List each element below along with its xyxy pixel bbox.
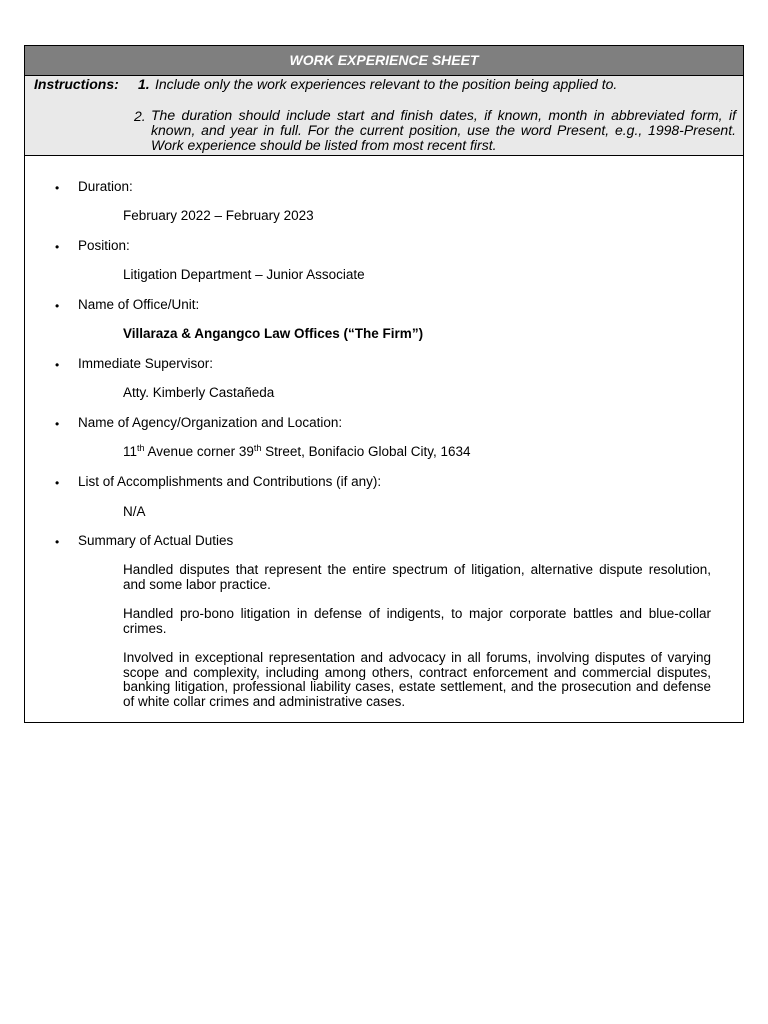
duties-label: Summary of Actual Duties <box>78 533 234 548</box>
bullet-icon: • <box>55 358 60 372</box>
duty-paragraph: Handled disputes that represent the entire spectrum of litigation, alternative dispute resolution, and some labor practice. <box>123 562 711 592</box>
supervisor-label: Immediate Supervisor: <box>78 356 214 371</box>
bullet-icon: • <box>55 417 60 431</box>
supervisor-value: Atty. Kimberly Castañeda <box>123 385 275 400</box>
duty-paragraph: Involved in exceptional representation and advocacy in all forums, involving disputes of varying scope and complexity, including among others, contract enforcement and commercial disputes, banking litigation, professional liability cases, estate settlement, and the prosecution and defense of white collar crimes and administrative cases. <box>123 650 711 709</box>
bullet-icon: • <box>55 299 60 313</box>
instruction-2-text: The duration should include start and finish dates, if known, month in abbreviated form, if known, and year in full. For the current position, use the word Present, e.g., 1998-Present. Work experience should be listed from most recent first. <box>151 107 736 153</box>
instruction-1-number: 1. <box>138 76 150 92</box>
bullet-icon: • <box>55 181 60 195</box>
bullet-icon: • <box>55 476 60 490</box>
instructions-box <box>25 76 743 156</box>
agency-value: 11th Avenue corner 39th Street, Bonifacio Global City, 1634 <box>123 443 471 459</box>
agency-label: Name of Agency/Organization and Location: <box>78 415 343 430</box>
instruction-1-text: Include only the work experiences relevant to the position being applied to. <box>155 76 618 92</box>
position-label: Position: <box>78 238 130 253</box>
duration-value: February 2022 – February 2023 <box>123 208 314 223</box>
duty-paragraph: Handled pro-bono litigation in defense of indigents, to major corporate battles and blue-collar crimes. <box>123 606 711 636</box>
office-value: Villaraza & Angangco Law Offices (“The Firm”) <box>123 326 424 341</box>
sheet-title: WORK EXPERIENCE SHEET <box>25 46 743 76</box>
instruction-2-number: 2. <box>134 108 146 124</box>
office-label: Name of Office/Unit: <box>78 297 200 312</box>
accomplishments-value: N/A <box>123 504 146 519</box>
position-value: Litigation Department – Junior Associate <box>123 267 365 282</box>
duration-label: Duration: <box>78 179 133 194</box>
bullet-icon: • <box>55 240 60 254</box>
instructions-label: Instructions: <box>34 76 119 92</box>
work-experience-sheet <box>24 45 744 723</box>
bullet-icon: • <box>55 535 60 549</box>
accomplishments-label: List of Accomplishments and Contributions (if any): <box>78 474 382 489</box>
